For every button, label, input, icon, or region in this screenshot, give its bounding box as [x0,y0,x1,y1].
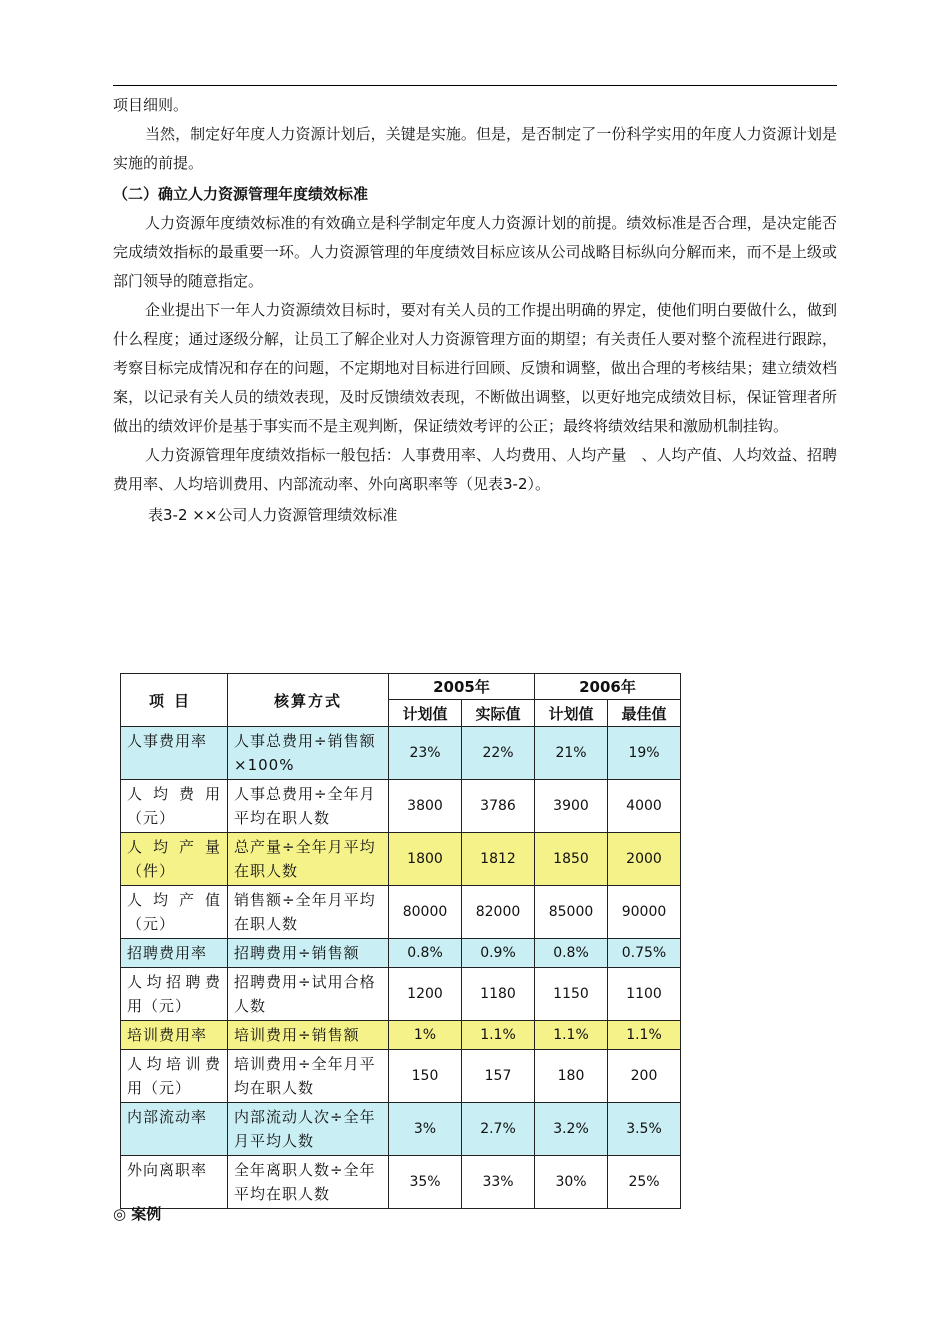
row-value: 3900 [535,780,608,833]
row-method: 培训费用÷销售额 [228,1021,389,1050]
table-caption: 表3-2 ××公司人力资源管理绩效标准 [148,506,398,524]
header-actual-2005: 实际值 [462,700,535,727]
row-value: 80000 [389,886,462,939]
row-value: 33% [462,1156,535,1209]
row-method: 人事总费用÷全年月平均在职人数 [228,780,389,833]
row-value: 1.1% [462,1021,535,1050]
row-value: 22% [462,727,535,780]
row-value: 4000 [608,780,681,833]
table-row [121,939,681,968]
paragraph-4: 人力资源管理年度绩效指标一般包括：人事费用率、人均费用、人均产量 、人均产值、人均效益、招聘费用率、人均培训费用、内部流动率、外向离职率等（见表3-2）。 [113,446,837,493]
row-value: 1800 [389,833,462,886]
row-value: 1850 [535,833,608,886]
case-label: ◎ 案例 [113,1205,162,1223]
row-name: 人均产值（元） [121,886,228,939]
row-value: 1% [389,1021,462,1050]
row-name: 招聘费用率 [121,939,228,968]
row-name: 人均产量（件） [121,833,228,886]
row-value: 3.5% [608,1103,681,1156]
row-method: 内部流动人次÷全年月平均人数 [228,1103,389,1156]
row-name: 人均培训费用（元） [121,1050,228,1103]
header-rule [113,85,837,86]
row-method: 人事总费用÷销售额×100% [228,727,389,780]
row-value: 2000 [608,833,681,886]
row-value: 1100 [608,968,681,1021]
table-row [121,1050,681,1103]
row-value: 3786 [462,780,535,833]
row-value: 0.8% [535,939,608,968]
row-value: 1812 [462,833,535,886]
table-row [121,968,681,1021]
row-value: 1200 [389,968,462,1021]
paragraph-3: 企业提出下一年人力资源绩效目标时，要对有关人员的工作提出明确的界定，使他们明白要做什么，做到什么程度；通过逐级分解，让员工了解企业对人力资源管理方面的期望；有关责任人要对整个流程进行跟踪，考察目标完成情况和存在的问题，不定期地对目标进行回顾、反馈和调整，做出合理的考核结果；建立绩效档案，以记录有关人员的绩效表现，及时反馈绩效表现，不断做出调整，以更好地完成绩效目标，保证管理者所做出的绩效评价是基于事实而不是主观判断，保证绩效考评的公正；最终将绩效结果和激励机制挂钩。 [113,301,837,435]
performance-table [120,673,681,1209]
paragraph-2: 人力资源年度绩效标准的有效确立是科学制定年度人力资源计划的前提。绩效标准是否合理，是决定能否完成绩效指标的最重要一环。人力资源管理的年度绩效目标应该从公司战略目标纵向分解而来，而不是上级或部门领导的随意指定。 [113,214,837,290]
row-value: 1.1% [535,1021,608,1050]
row-value: 30% [535,1156,608,1209]
row-value: 25% [608,1156,681,1209]
row-value: 82000 [462,886,535,939]
row-value: 0.9% [462,939,535,968]
row-value: 180 [535,1050,608,1103]
header-year-2005: 2005年 [389,674,535,700]
row-method: 销售额÷全年月平均在职人数 [228,886,389,939]
table-row [121,1103,681,1156]
header-item: 项目 [121,674,228,727]
row-value: 35% [389,1156,462,1209]
table-row [121,780,681,833]
row-value: 85000 [535,886,608,939]
row-value: 1180 [462,968,535,1021]
table-row [121,1021,681,1050]
row-name: 外向离职率 [121,1156,228,1209]
performance-table-wrapper [120,673,681,1209]
header-plan-2006: 计划值 [535,700,608,727]
row-method: 招聘费用÷销售额 [228,939,389,968]
table-row [121,727,681,780]
row-value: 0.8% [389,939,462,968]
row-name: 人事费用率 [121,727,228,780]
row-value: 19% [608,727,681,780]
header-method: 核算方式 [228,674,389,727]
row-value: 1150 [535,968,608,1021]
row-name: 内部流动率 [121,1103,228,1156]
row-value: 150 [389,1050,462,1103]
row-value: 2.7% [462,1103,535,1156]
row-method: 总产量÷全年月平均在职人数 [228,833,389,886]
document-body [113,91,837,530]
row-value: 3800 [389,780,462,833]
table-row [121,1156,681,1209]
row-method: 培训费用÷全年月平均在职人数 [228,1050,389,1103]
header-best-2006: 最佳值 [608,700,681,727]
row-name: 人均招聘费用（元） [121,968,228,1021]
table-row [121,886,681,939]
continued-text: 项目细则。 [113,96,189,114]
row-value: 21% [535,727,608,780]
row-value: 157 [462,1050,535,1103]
row-value: 3.2% [535,1103,608,1156]
row-value: 1.1% [608,1021,681,1050]
header-year-2006: 2006年 [535,674,681,700]
row-value: 200 [608,1050,681,1103]
row-name: 培训费用率 [121,1021,228,1050]
row-value: 23% [389,727,462,780]
row-method: 全年离职人数÷全年平均在职人数 [228,1156,389,1209]
row-method: 招聘费用÷试用合格人数 [228,968,389,1021]
row-value: 90000 [608,886,681,939]
row-value: 3% [389,1103,462,1156]
paragraph-1: 当然，制定好年度人力资源计划后，关键是实施。但是，是否制定了一份科学实用的年度人力资源计划是实施的前提。 [113,125,837,172]
table-row [121,833,681,886]
row-name: 人均费用（元） [121,780,228,833]
row-value: 0.75% [608,939,681,968]
header-plan-2005: 计划值 [389,700,462,727]
section-heading: （二）确立人力资源管理年度绩效标准 [113,185,369,203]
